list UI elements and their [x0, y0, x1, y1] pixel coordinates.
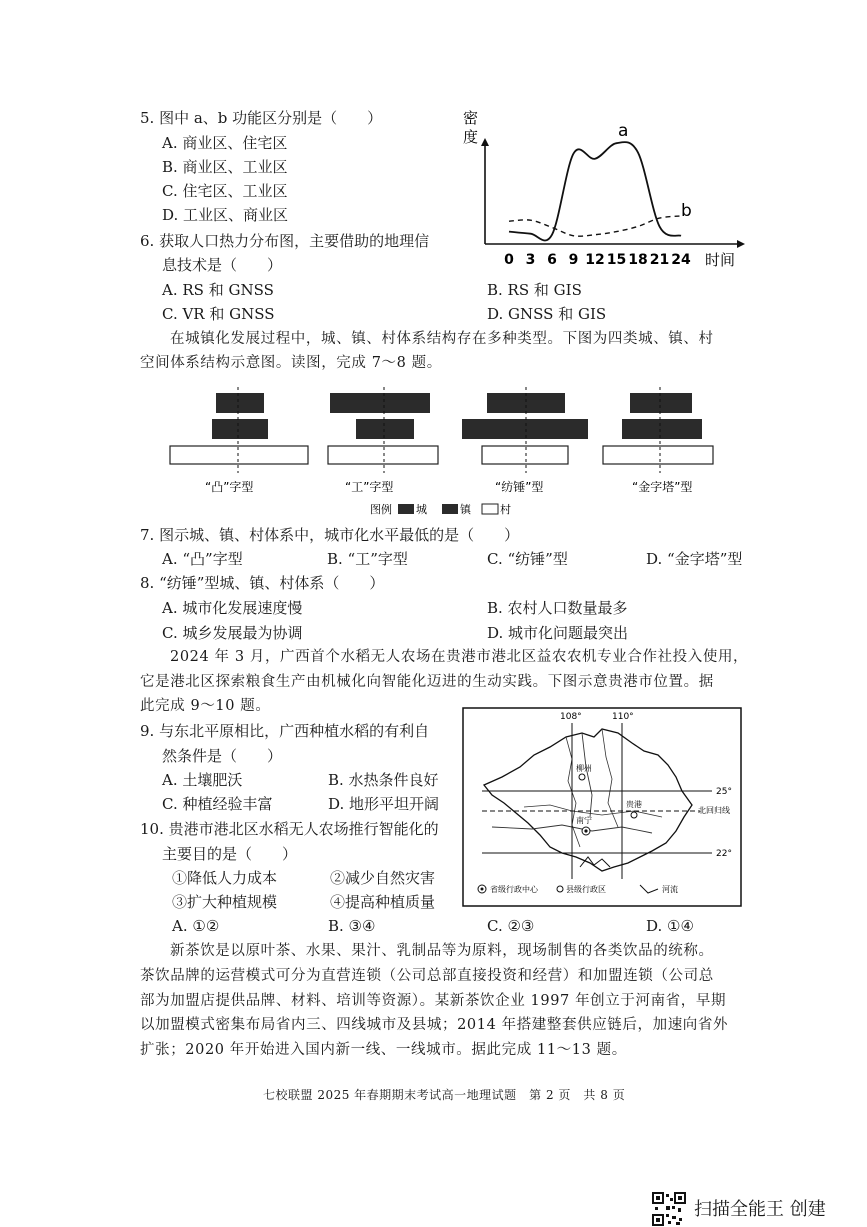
lat-label-22: 22°	[716, 849, 732, 859]
legend-village-swatch	[482, 504, 498, 514]
passage-11-13-line5: 扩张；2020 年开始进入国内新一线、一线城市。据此完成 11～13 题。	[140, 1042, 627, 1058]
q9-option-b: B. 水热条件良好	[328, 771, 439, 789]
x-tick-label: 18	[628, 252, 648, 268]
legend-town-swatch	[442, 504, 458, 514]
passage-11-13-line4: 以加盟模式密集布局省内三、四线城市及县城；2014 年搭建整套供应链后，加速向省外	[140, 1017, 729, 1033]
q10-item-4: ④提高种植质量	[330, 893, 436, 911]
q7-option-a: A. “凸”字型	[162, 550, 243, 568]
q9-stem-line1: 9. 与东北平原相比，广西种植水稻的有利自	[140, 722, 430, 740]
tropic-label: 北回归线	[698, 806, 730, 815]
gong-city-bar	[330, 393, 430, 413]
q5-option-a: A. 商业区、住宅区	[162, 134, 288, 152]
q8-option-b: B. 农村人口数量最多	[487, 599, 628, 617]
q6-stem-line1: 6. 获取人口热力分布图，主要借助的地理信	[140, 232, 430, 250]
x-tick-label: 24	[671, 252, 691, 268]
q6-option-b: B. RS 和 GIS	[487, 281, 582, 299]
label-a: a	[618, 121, 629, 141]
type-label-spindle: “纺锤”型	[495, 480, 544, 494]
q8-option-c: C. 城乡发展最为协调	[162, 624, 303, 642]
passage-11-13-line1: 新茶饮是以原叶茶、水果、果汁、乳制品等为原料，现场制售的各类饮品的统称。	[170, 943, 714, 959]
series-a-line	[509, 142, 681, 240]
q5-option-d: D. 工业区、商业区	[162, 206, 289, 224]
spindle-town-bar	[462, 419, 588, 439]
liuzhou-label: 柳州	[576, 764, 592, 773]
passage-9-10-line1: 2024 年 3 月，广西首个水稻无人农场在贵港市港北区益农农机专业合作社投入使用，	[170, 649, 749, 665]
tu-village-bar	[170, 446, 308, 464]
type-label-pyramid: “金字塔”型	[632, 480, 693, 494]
series-b-line	[509, 216, 681, 236]
guigang-location-map	[462, 707, 742, 907]
legend-village-label: 村	[500, 503, 511, 516]
x-tick-label: 12	[585, 252, 605, 268]
q10-option-b: B. ③④	[328, 917, 376, 935]
q10-stem-line2: 主要目的是（ ）	[162, 845, 298, 863]
qr-code-icon	[652, 1192, 686, 1226]
map-legend-3: 河流	[662, 885, 678, 894]
passage-9-10-line3: 此完成 9～10 题。	[140, 698, 271, 714]
ylabel-line1: 密	[463, 109, 479, 127]
tu-town-bar	[212, 419, 268, 439]
spindle-village-bar	[482, 446, 568, 464]
passage-11-13-line2: 茶饮品牌的运营模式可分为直营连锁（公司总部直接投资和经营）和加盟连锁（公司总	[140, 968, 714, 984]
q6-option-a: A. RS 和 GNSS	[162, 281, 274, 299]
spindle-type-structure	[462, 387, 588, 473]
label-b: b	[681, 201, 692, 221]
q5-option-c: C. 住宅区、工业区	[162, 182, 288, 200]
guigang-marker	[631, 812, 637, 818]
x-tick-label: 0	[504, 252, 514, 268]
q9-stem-line2: 然条件是（ ）	[162, 747, 283, 765]
q10-option-a: A. ①②	[172, 917, 220, 935]
pyramid-town-bar	[622, 419, 702, 439]
city-town-village-figure	[160, 385, 720, 520]
legend-city-label: 城	[416, 503, 427, 516]
gong-village-bar	[328, 446, 438, 464]
x-tick-label: 9	[568, 252, 579, 268]
density-time-chart	[455, 108, 755, 273]
x-tick-labels	[504, 252, 691, 268]
pyramid-village-bar	[603, 446, 713, 464]
x-tick-label: 6	[547, 252, 557, 268]
q5-option-b: B. 商业区、工业区	[162, 158, 288, 176]
q9-option-c: C. 种植经验丰富	[162, 795, 273, 813]
tu-type-structure	[170, 387, 308, 473]
map-legend-2: 县级行政区	[566, 885, 606, 894]
q10-item-2: ②减少自然灾害	[330, 869, 436, 887]
type-label-tu: “凸”字型	[205, 480, 254, 494]
q7-stem: 7. 图示城、镇、村体系中，城市化水平最低的是（ ）	[140, 526, 520, 544]
scanner-watermark: 扫描全能王 创建	[694, 1199, 826, 1220]
page-footer: 七校联盟 2025 年春期期末考试高一地理试题 第 2 页 共 8 页	[263, 1088, 626, 1102]
pyramid-type-structure	[603, 387, 713, 473]
x-tick-label: 3	[525, 252, 536, 268]
gong-type-structure	[328, 387, 438, 473]
q8-option-a: A. 城市化发展速度慢	[162, 599, 303, 617]
q9-option-d: D. 地形平坦开阔	[328, 795, 440, 813]
lon-label-110: 110°	[612, 712, 634, 722]
legend-prefix: 图例	[370, 503, 392, 516]
q6-stem-line2: 息技术是（ ）	[162, 256, 283, 274]
q10-option-d: D. ①④	[646, 917, 694, 935]
q6-option-c: C. VR 和 GNSS	[162, 305, 275, 323]
q10-option-c: C. ②③	[487, 917, 535, 935]
y-axis-arrow	[481, 138, 489, 146]
ylabel-line2: 度	[463, 128, 479, 146]
x-tick-label: 21	[649, 252, 670, 268]
q8-option-d: D. 城市化问题最突出	[487, 624, 629, 642]
passage-7-8-line1: 在城镇化发展过程中，城、镇、村体系结构存在多种类型。下图为四类城、镇、村	[170, 331, 714, 347]
xlabel: 时间	[705, 251, 736, 269]
nanning-label: 南宁	[576, 816, 592, 825]
guigang-label: 贵港	[626, 800, 642, 809]
q6-option-d: D. GNSS 和 GIS	[487, 305, 607, 323]
q7-option-b: B. “工”字型	[327, 550, 408, 568]
q8-stem: 8. “纺锤”型城、镇、村体系（ ）	[140, 574, 385, 592]
type-label-gong: “工”字型	[345, 480, 394, 494]
q9-option-a: A. 土壤肥沃	[162, 771, 243, 789]
q10-item-3: ③扩大种植规模	[172, 893, 278, 911]
q5-stem: 5. 图中 a、b 功能区分别是（ ）	[140, 109, 383, 127]
map-legend-1: 省级行政中心	[490, 885, 538, 894]
passage-11-13-line3: 部为加盟店提供品牌、材料、培训等资源）。某新茶饮企业 1997 年创立于河南省，早期	[140, 993, 727, 1009]
x-tick-label: 15	[606, 252, 627, 268]
legend-city-swatch	[398, 504, 414, 514]
q10-item-1: ①降低人力成本	[172, 869, 278, 887]
passage-9-10-line2: 它是港北区探索粮食生产由机械化向智能化迈进的生动实践。下图示意贵港市位置。据	[140, 674, 714, 690]
q7-option-c: C. “纺锤”型	[487, 550, 568, 568]
gong-town-bar	[356, 419, 414, 439]
legend-town-label: 镇	[460, 503, 471, 516]
pyramid-city-bar	[630, 393, 692, 413]
q7-option-d: D. “金字塔”型	[646, 550, 743, 568]
q10-stem-line1: 10. 贵港市港北区水稻无人农场推行智能化的	[140, 820, 439, 838]
x-axis-arrow	[737, 240, 745, 248]
passage-7-8-line2: 空间体系结构示意图。读图，完成 7～8 题。	[140, 355, 442, 371]
lon-label-108: 108°	[560, 712, 582, 722]
tu-city-bar	[216, 393, 264, 413]
lat-label-25: 25°	[716, 787, 732, 797]
liuzhou-marker	[579, 774, 585, 780]
